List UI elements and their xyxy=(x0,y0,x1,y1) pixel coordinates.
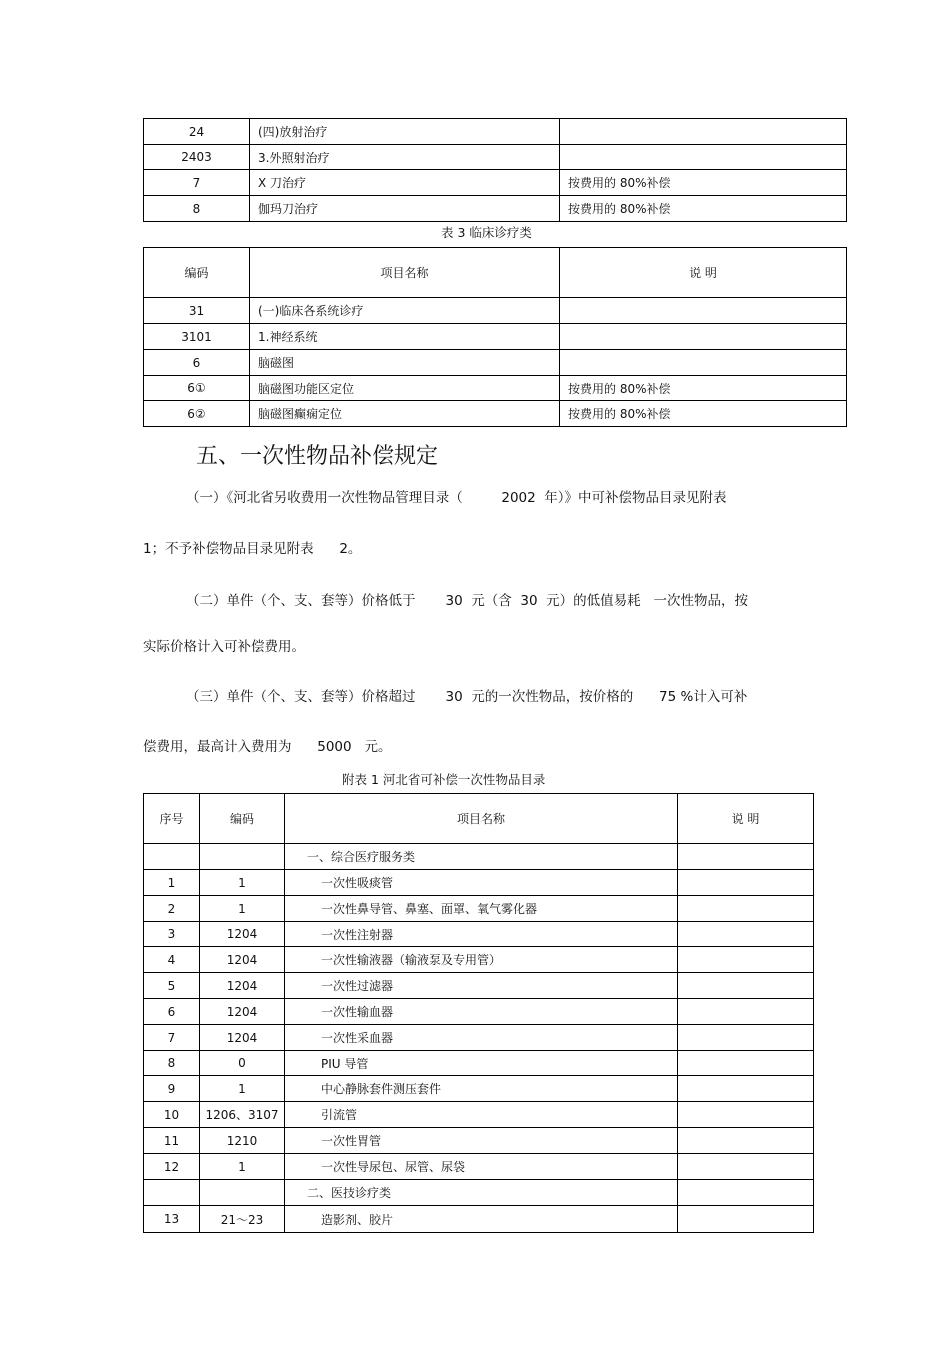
column-header-item-name: 项目名称 xyxy=(285,794,678,844)
paragraph-3-line-2: 偿费用，最高计入费用为 5000 元。 xyxy=(143,739,392,755)
code-cell: 1206、3107 xyxy=(200,1102,285,1128)
table-row xyxy=(144,896,814,922)
code-cell: 1204 xyxy=(200,999,285,1025)
index-cell: 11 xyxy=(144,1128,200,1154)
item-name-cell: 脑磁图功能区定位 xyxy=(250,376,560,401)
code-cell: 24 xyxy=(144,119,250,145)
index-cell: 4 xyxy=(144,947,200,973)
note-cell xyxy=(678,1154,814,1180)
category-cell: 一、综合医疗服务类 xyxy=(285,844,678,870)
table3 xyxy=(143,247,847,427)
note-cell xyxy=(678,870,814,896)
code-cell: 31 xyxy=(144,298,250,324)
note-cell xyxy=(678,922,814,947)
item-name-cell: (一)临床各系统诊疗 xyxy=(250,298,560,324)
code-cell: 6① xyxy=(144,376,250,401)
note-cell: 按费用的 80%补偿 xyxy=(560,170,847,196)
index-cell: 2 xyxy=(144,896,200,922)
code-cell: 1204 xyxy=(200,973,285,999)
table-row xyxy=(144,1025,814,1051)
table-row xyxy=(144,119,847,145)
note-cell xyxy=(678,1180,814,1206)
item-name-cell: 一次性采血器 xyxy=(285,1025,678,1051)
note-cell: 按费用的 80%补偿 xyxy=(560,376,847,401)
column-header-code: 编码 xyxy=(200,794,285,844)
category-cell: 二、医技诊疗类 xyxy=(285,1180,678,1206)
index-cell: 7 xyxy=(144,1025,200,1051)
item-name-cell: 造影剂、胶片 xyxy=(285,1206,678,1233)
note-cell xyxy=(678,1076,814,1102)
item-name-cell: X 刀治疗 xyxy=(250,170,560,196)
code-cell: 1 xyxy=(200,896,285,922)
section-heading: 五、一次性物品补偿规定 xyxy=(196,444,439,469)
category-row xyxy=(144,1180,814,1206)
code-cell: 1 xyxy=(200,870,285,896)
note-cell xyxy=(560,145,847,170)
item-name-cell: 一次性注射器 xyxy=(285,922,678,947)
code-cell: 1 xyxy=(200,1154,285,1180)
note-cell xyxy=(560,324,847,350)
index-cell: 10 xyxy=(144,1102,200,1128)
item-name-cell: (四)放射治疗 xyxy=(250,119,560,145)
table-row xyxy=(144,922,814,947)
item-name-cell: 伽玛刀治疗 xyxy=(250,196,560,222)
column-header-note: 说 明 xyxy=(678,794,814,844)
table-row xyxy=(144,1128,814,1154)
index-cell: 5 xyxy=(144,973,200,999)
note-cell xyxy=(678,844,814,870)
table-row xyxy=(144,947,814,973)
note-cell xyxy=(678,1206,814,1233)
note-cell xyxy=(560,298,847,324)
note-cell xyxy=(678,1051,814,1076)
item-name-cell: 中心静脉套件测压套件 xyxy=(285,1076,678,1102)
note-cell xyxy=(678,947,814,973)
top-table xyxy=(143,118,847,222)
item-name-cell: 一次性吸痰管 xyxy=(285,870,678,896)
column-header-item-name: 项目名称 xyxy=(250,248,560,298)
paragraph-3-line-1: （三）单件（个、支、套等）价格超过 30 元的一次性物品，按价格的 75 %计入可补 xyxy=(186,689,748,705)
code-cell: 6② xyxy=(144,401,250,427)
code-cell: 1210 xyxy=(200,1128,285,1154)
table-row xyxy=(144,298,847,324)
note-cell xyxy=(678,1128,814,1154)
code-cell: 3101 xyxy=(144,324,250,350)
code-cell: 1204 xyxy=(200,947,285,973)
table-row xyxy=(144,324,847,350)
code-cell: 6 xyxy=(144,350,250,376)
item-name-cell: 脑磁图癫痫定位 xyxy=(250,401,560,427)
note-cell xyxy=(678,999,814,1025)
code-cell: 8 xyxy=(144,196,250,222)
index-cell xyxy=(144,844,200,870)
code-cell xyxy=(200,844,285,870)
item-name-cell: 一次性胃管 xyxy=(285,1128,678,1154)
table-row xyxy=(144,870,814,896)
item-name-cell: 1.神经系统 xyxy=(250,324,560,350)
category-row xyxy=(144,844,814,870)
index-cell: 3 xyxy=(144,922,200,947)
table-row xyxy=(144,196,847,222)
item-name-cell: 一次性过滤器 xyxy=(285,973,678,999)
code-cell: 1204 xyxy=(200,922,285,947)
table-header-row xyxy=(144,794,814,844)
table-row xyxy=(144,1076,814,1102)
table-row xyxy=(144,376,847,401)
appendix1-table xyxy=(143,793,814,1233)
paragraph-2-line-2: 实际价格计入可补偿费用。 xyxy=(143,639,305,655)
note-cell xyxy=(678,1025,814,1051)
index-cell: 8 xyxy=(144,1051,200,1076)
code-cell: 1 xyxy=(200,1076,285,1102)
table-header-row xyxy=(144,248,847,298)
paragraph-1-line-2: 1；不予补偿物品目录见附表 2。 xyxy=(143,541,362,557)
table-row xyxy=(144,1154,814,1180)
code-cell: 1204 xyxy=(200,1025,285,1051)
paragraph-1-line-1: （一）《河北省另收费用一次性物品管理目录（ 2002 年）》中可补偿物品目录见附表 xyxy=(186,490,727,506)
table-row xyxy=(144,1051,814,1076)
item-name-cell: 一次性输血器 xyxy=(285,999,678,1025)
note-cell xyxy=(560,119,847,145)
table-row xyxy=(144,973,814,999)
code-cell xyxy=(200,1180,285,1206)
column-header-note: 说 明 xyxy=(560,248,847,298)
table-row xyxy=(144,350,847,376)
index-cell xyxy=(144,1180,200,1206)
appendix1-caption: 附表 1 河北省可补偿一次性物品目录 xyxy=(342,772,546,787)
index-cell: 9 xyxy=(144,1076,200,1102)
paragraph-2-line-1: （二）单件（个、支、套等）价格低于 30 元（含 30 元）的低值易耗 一次性物品，按 xyxy=(186,593,749,609)
index-cell: 12 xyxy=(144,1154,200,1180)
code-cell: 0 xyxy=(200,1051,285,1076)
table-row xyxy=(144,170,847,196)
code-cell: 7 xyxy=(144,170,250,196)
note-cell xyxy=(678,896,814,922)
item-name-cell: 一次性输液器（输液泵及专用管） xyxy=(285,947,678,973)
code-cell: 21～23 xyxy=(200,1206,285,1233)
table-row xyxy=(144,401,847,427)
index-cell: 6 xyxy=(144,999,200,1025)
item-name-cell: 一次性导尿包、尿管、尿袋 xyxy=(285,1154,678,1180)
note-cell xyxy=(678,1102,814,1128)
item-name-cell: 脑磁图 xyxy=(250,350,560,376)
note-cell xyxy=(678,973,814,999)
table-row xyxy=(144,145,847,170)
code-cell: 2403 xyxy=(144,145,250,170)
item-name-cell: 一次性鼻导管、鼻塞、面罩、氧气雾化器 xyxy=(285,896,678,922)
note-cell xyxy=(560,350,847,376)
column-header-index: 序号 xyxy=(144,794,200,844)
table-row xyxy=(144,1206,814,1233)
item-name-cell: 3.外照射治疗 xyxy=(250,145,560,170)
note-cell: 按费用的 80%补偿 xyxy=(560,196,847,222)
index-cell: 13 xyxy=(144,1206,200,1233)
table-row xyxy=(144,999,814,1025)
table-row xyxy=(144,1102,814,1128)
item-name-cell: PIU 导管 xyxy=(285,1051,678,1076)
column-header-code: 编码 xyxy=(144,248,250,298)
item-name-cell: 引流管 xyxy=(285,1102,678,1128)
index-cell: 1 xyxy=(144,870,200,896)
table3-caption: 表 3 临床诊疗类 xyxy=(441,225,532,240)
note-cell: 按费用的 80%补偿 xyxy=(560,401,847,427)
